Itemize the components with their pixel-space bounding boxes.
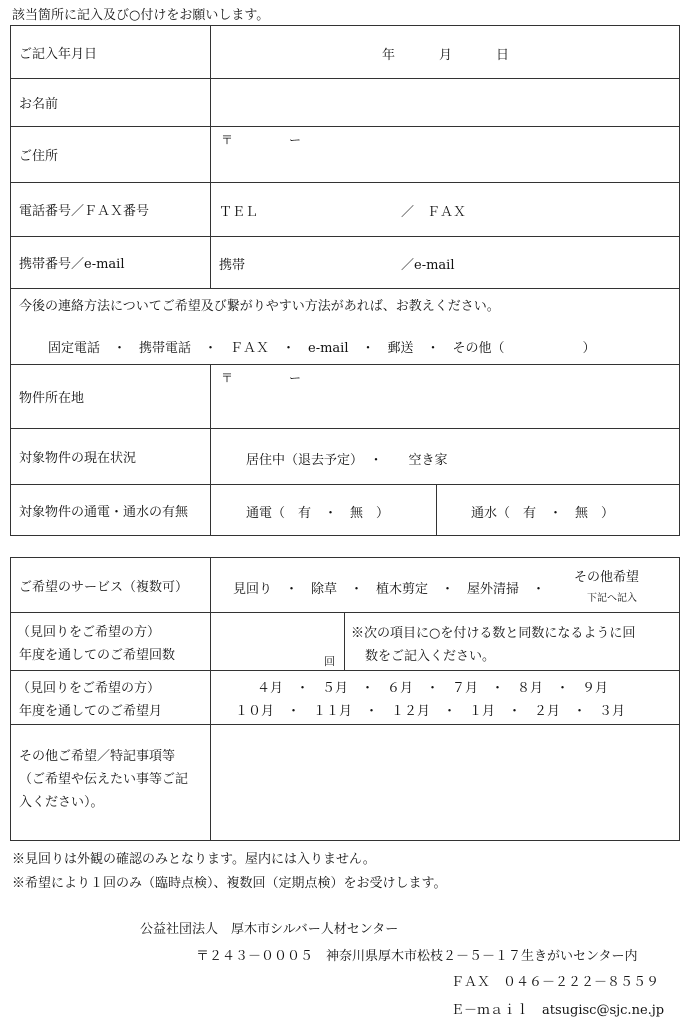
contact-method-cell xyxy=(11,289,680,365)
months-label-line-2: 年度を通してのご希望月 xyxy=(19,703,163,719)
address-field[interactable] xyxy=(211,127,680,183)
electricity-options[interactable]: 通電（ 有 ・ 無 ） xyxy=(246,506,390,521)
property-status-label: 対象物件の現在状況 xyxy=(11,429,211,485)
count-note xyxy=(345,613,680,671)
other-label-line-1: その他ご希望／特記事項等 xyxy=(19,749,176,764)
months-field[interactable] xyxy=(211,671,680,725)
contact-options[interactable]: 固定電話 ・ 携帯電話 ・ ＦＡＸ ・ e-mail ・ 郵送 ・ その他（ ） xyxy=(48,341,596,356)
months-row-2[interactable]: １０月 ・ １１月 ・ １２月 ・ １月 ・ ２月 ・ ３月 xyxy=(235,704,626,719)
count-unit: 回 xyxy=(324,655,335,668)
water-field[interactable] xyxy=(437,485,680,536)
month-unit: 月 xyxy=(439,48,453,63)
count-note-line-1: ※次の項目に○を付ける数と同数になるように回 xyxy=(351,626,636,641)
date-field[interactable] xyxy=(211,26,680,79)
contact-question: 今後の連絡方法についてご希望及び繋がりやすい方法があれば、お教えください。 xyxy=(19,299,500,314)
other-label xyxy=(11,725,211,841)
months-label-line-1: （見回りをご希望の方） xyxy=(17,680,161,696)
fax-label: ／ ＦＡＸ xyxy=(401,205,467,220)
postal-dash: ー xyxy=(289,133,302,147)
count-label-line-1: （見回りをご希望の方） xyxy=(17,624,161,640)
count-field[interactable] xyxy=(211,613,345,671)
contact-info-table xyxy=(10,25,680,536)
service-label: ご希望のサービス（複数可） xyxy=(11,558,211,613)
property-postal-mark: 〒 xyxy=(221,371,234,385)
mobile-field[interactable] xyxy=(211,237,680,289)
footer-email: Ｅ－ｍａｉｌ atsugisc@sjc.ne.jp xyxy=(451,1003,665,1018)
email-text: ／e-mail xyxy=(401,258,455,273)
other-label-line-3: 入ください）。 xyxy=(19,795,104,810)
date-label: ご記入年月日 xyxy=(11,26,211,79)
property-status-options[interactable]: 居住中（退去予定） ・ 空き家 xyxy=(246,453,448,468)
count-label xyxy=(11,613,211,671)
year-unit: 年 xyxy=(382,48,396,63)
phone-field[interactable] xyxy=(211,183,680,237)
service-other-note: 下記へ記入 xyxy=(587,593,637,604)
service-request-table xyxy=(10,557,680,841)
tel-label: ＴＥＬ xyxy=(219,205,259,220)
phone-label: 電話番号／ＦＡＸ番号 xyxy=(11,183,211,237)
property-location-field[interactable] xyxy=(211,365,680,429)
property-postal-dash: ー xyxy=(289,371,302,385)
note-2: ※希望により１回のみ（臨時点検）、複数回（定期点検）をお受けします。 xyxy=(12,876,447,891)
note-1: ※見回りは外観の確認のみとなります。屋内には入りません。 xyxy=(12,852,376,867)
utilities-label: 対象物件の通電・通水の有無 xyxy=(11,485,211,536)
footer-org: 公益社団法人 厚木市シルバー人材センター xyxy=(140,922,399,937)
electricity-field[interactable] xyxy=(211,485,437,536)
service-other[interactable]: その他希望 xyxy=(574,570,640,585)
intro-text: 該当箇所に記入及び○付けをお願いします。 xyxy=(12,8,270,23)
months-label xyxy=(11,671,211,725)
count-note-line-2: 数をご記入ください。 xyxy=(365,649,496,664)
mobile-label: 携帯番号／e-mail xyxy=(11,237,211,289)
address-label: ご住所 xyxy=(11,127,211,183)
other-label-line-2: （ご希望や伝えたい事等ご記 xyxy=(19,772,189,787)
name-field[interactable] xyxy=(211,79,680,127)
name-label: お名前 xyxy=(11,79,211,127)
footer-address: 〒２４３－０００５ 神奈川県厚木市松枝２－５－１７生きがいセンター内 xyxy=(196,949,638,964)
count-label-line-2: 年度を通してのご希望回数 xyxy=(19,647,176,663)
water-options[interactable]: 通水（ 有 ・ 無 ） xyxy=(471,506,615,521)
mobile-text: 携帯 xyxy=(219,258,246,273)
other-field[interactable] xyxy=(211,725,680,841)
day-unit: 日 xyxy=(496,48,510,63)
postal-mark: 〒 xyxy=(221,133,234,147)
months-row-1[interactable]: ４月 ・ ５月 ・ ６月 ・ ７月 ・ ８月 ・ ９月 xyxy=(257,681,609,696)
service-options[interactable]: 見回り ・ 除草 ・ 植木剪定 ・ 屋外清掃 ・ xyxy=(233,582,546,597)
property-status-field[interactable] xyxy=(211,429,680,485)
service-field[interactable] xyxy=(211,558,680,613)
footer-fax: ＦＡＸ ０４６－２２２－８５５９ xyxy=(451,975,660,990)
property-location-label: 物件所在地 xyxy=(11,365,211,429)
